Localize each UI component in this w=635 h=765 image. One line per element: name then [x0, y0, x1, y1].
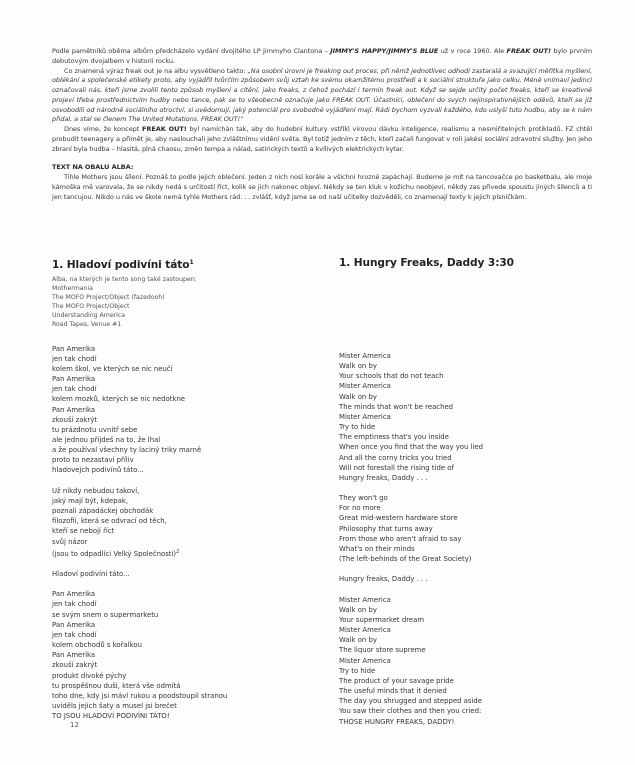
lyrics-line: What's on their minds: [339, 544, 415, 553]
lyrics-line: jen tak chodí: [52, 385, 97, 394]
footnote-marker: 2: [176, 548, 180, 555]
lyrics-line: jen tak chodí: [52, 600, 97, 609]
intro-paragraph-1: [52, 47, 592, 67]
lyrics-line: Walk on by: [339, 636, 377, 645]
lyrics-line: And all the corny tricks you tried: [339, 453, 452, 462]
lyrics-line: The useful minds that it denied: [339, 687, 447, 696]
czech-song-title: [52, 256, 322, 272]
lyrics-line: For no more: [339, 504, 381, 513]
lyrics-line: zkouší zakrýt: [52, 661, 98, 670]
lyrics-line: kolem škol, ve kterých se nic neučí: [52, 364, 173, 373]
album-list: [52, 275, 322, 330]
intro-text: [52, 47, 592, 202]
text-span: Co znamená výraz freak out je na albu vysvětleno takto:: [64, 66, 248, 75]
lyrics-stanza: [339, 574, 609, 584]
text-span: Dnes víme, že koncept: [64, 125, 142, 133]
album-list-item: The MOFO Project/Object (fazedooh): [52, 294, 165, 302]
lyrics-line: jaký mají být, kdepak,: [52, 496, 129, 505]
album-list-item: Mothermania: [52, 285, 93, 293]
lyrics-line: TO JSOU HLADOVÍ PODIVÍNI TÁTO!: [52, 712, 170, 721]
lyrics-line: Hungry freaks, Daddy . . .: [339, 575, 428, 584]
lyrics-line: Will not forestall the rising tide of: [339, 463, 454, 472]
lyrics-stanza: [339, 351, 609, 483]
lyrics-line: tu prázdnotu uvnitř sebe: [52, 425, 138, 434]
lyrics-line: filozofii, která se odvrací od těch,: [52, 517, 167, 526]
lyrics-line: kteří se nebojí říct: [52, 527, 115, 536]
lyrics-line: proto to nezastaví příliv: [52, 456, 134, 465]
lyrics-stanza: [339, 493, 609, 564]
lyrics-line: Walk on by: [339, 605, 377, 614]
lyrics-line: Hladoví podivíni táto...: [52, 569, 130, 578]
lyrics-line: Great mid-western hardware store: [339, 514, 458, 523]
english-lyrics: [339, 351, 609, 727]
lyrics-line: jen tak chodí: [52, 630, 97, 639]
lyrics-line: produkt divoké pýchy: [52, 671, 127, 680]
album-list-item: Road Tapes, Venue #1: [52, 321, 122, 329]
freak-out-bold: FREAK OUT!: [141, 125, 187, 133]
lyrics-line: jen tak chodí: [52, 354, 97, 363]
album-quote: „Na osobní úrovni je freaking out proces, při němž jednotlivec odhodí zastaralá a svazující měřítka myšlení, oblékání a společenské etikety proto, aby vyjádřil tvůrčím způsobem svůj vztah ke svému okamžitému prostředí a k sociální struktuře jako celku. Méně vnímaví jedinci označovali nás, kteří jsme zvolili tento způsob myšlení a cítění, jako freaks, z čehož pochází i termín freak out. Když se sejde určitý počet freaks, kteří se kreativně projeví třeba prostřednictvím hudby nebo tance, pak se to všeobecně označuje jako FREAK OUT. Účastníci, oblečení do svých nejinspirativnějších oděvů, kteří se již osvobodili od národně sociálního otroctví, si uvědomují, jaký potenciál pro svobodné vyjádření mají. Rádi bychom vyzvali každého, kdo uslyší tuto hudbu, aby se k nám přidal, a stal se členem The United Mutations. FREAK OUT!“: [52, 66, 592, 124]
lyrics-line: The minds that won't be reached: [339, 402, 454, 411]
lyrics-line: THOSE HUNGRY FREAKS, DADDY!: [339, 717, 455, 726]
text-span: Podle pamětníků oběma albům předcházelo vydání dvojitého LP Jimmyho Clantona –: [52, 47, 331, 55]
lyrics-line: The liquor store supreme: [339, 646, 426, 655]
lyrics-line: The emptiness that's you inside: [339, 433, 449, 442]
lyrics-line: Mister America: [339, 626, 391, 635]
album-title-freak-out: FREAK OUT!: [506, 47, 551, 55]
footnote-marker: 1: [189, 259, 194, 266]
lyrics-stanza: [52, 569, 322, 579]
album-title-jimmy: JIMMY'S HAPPY/JIMMY'S BLUE: [330, 47, 439, 55]
lyrics-line: Philosophy that turns away: [339, 524, 433, 533]
lyrics-line: Pan Amerika: [52, 651, 96, 660]
lyrics-line: toho dne, kdy jsi mávl rukou a poodstoupil stranou: [52, 691, 228, 700]
lyrics-line: a že používal všechny ty laciný triky marně: [52, 446, 202, 455]
lyrics-line: Mister America: [339, 412, 391, 421]
lyrics-line: Pan Amerika: [52, 344, 96, 353]
lyrics-line: You saw their clothes and then you cried:: [339, 707, 482, 716]
lyrics-line: Pan Amerika: [52, 620, 96, 629]
lyrics-line: Your supermarket dream: [339, 616, 425, 625]
album-list-item: The MOFO Project/Object: [52, 303, 130, 311]
lyrics-line: Pan Amerika: [52, 590, 96, 599]
text-span: bylo prvním debutovým dvojalbem v historii rocku.: [52, 47, 593, 65]
cover-text-paragraph: Tihle Mothers jsou šílení. Poznáš to podle jejich oblečení. Jeden z nich nosí korále a všichni hrozně zapáchají. Budeme je mít na tancovačce po basketbalu, ale moje kámoška mě varovala, že se nikdy nedá s určitostí říct, kolik se jich nakonec objeví. Někdy se ten kluk v kožichu neobjeví, někdy zas přivede spoustu jiných šílenců a ti jen tancujou. Nikdo u nás ve škole nemá tyhle Mothers rád. . . zvlášť, když jsme se od naší učitelky dozvěděli, co znamenají texty k jejich písničkám.: [52, 173, 592, 201]
lyrics-line: Mister America: [339, 595, 391, 604]
album-list-item: Understanding America: [52, 312, 126, 320]
lyrics-stanza: [339, 595, 609, 727]
lyrics-line: Walk on by: [339, 392, 377, 401]
text-span: byl namíchán tak, aby do hudební kultury vstříkl virovou dávku inteligence, realismu a nesmiřitelných protikladů. FZ chtěl probudit teenagery a přimět je, aby naslouchali jeho zvláštnímu vidění světa. Byl totiž jedním z těch, kteří začali fungovat v roli jakési sociální zdravotní služby. Jen jeho zbraní byla hudba – hlasitá, plná chaosu, změn tempa a nálad, satirických textů a kvílivých elektrických kytar.: [52, 125, 592, 153]
intro-paragraph-2: [52, 67, 592, 126]
lyrics-line: Mister America: [339, 382, 391, 391]
text-span: už v roce 1960. Ale: [438, 47, 507, 55]
lyrics-line: svůj názor: [52, 537, 88, 546]
title-text: 1. Hladoví podivíni táto: [52, 259, 190, 271]
lyrics-stanza: [52, 486, 322, 559]
lyrics-line: zkouší zakrýt: [52, 415, 98, 424]
lyrics-line: (The left-behinds of the Great Society): [339, 555, 472, 564]
english-song-title: 1. Hungry Freaks, Daddy 3:30: [339, 257, 514, 269]
lyrics-line: ale jednou přijdeš na to, že lhal: [52, 435, 161, 444]
lyrics-line: Walk on by: [339, 362, 377, 371]
lyrics-line: Try to hide: [339, 666, 376, 675]
lyrics-line: kolem mozků, kterých se nic nedotkne: [52, 395, 186, 404]
lyrics-line: Už nikdy nebudou takoví,: [52, 486, 140, 495]
lyrics-line: poznali západáckej obchodák: [52, 507, 154, 516]
czech-lyrics-column: [52, 256, 322, 721]
english-lyrics-column: [339, 256, 609, 727]
intro-paragraph-3: [52, 125, 592, 154]
lyrics-line: kolem obchodů s kořalkou: [52, 641, 142, 650]
cover-text-heading: TEXT NA OBALU ALBA:: [52, 163, 134, 172]
lyrics-line: Hungry freaks, Daddy . . .: [339, 473, 428, 482]
lyrics-line: uviděls jejich šaty a musel jsi brečet: [52, 701, 177, 710]
lyrics-line: Mister America: [339, 656, 391, 665]
album-list-intro: Alba, na kterých je tento song také zastoupen:: [52, 276, 197, 283]
lyrics-line: When once you find that the way you lied: [339, 443, 484, 452]
czech-lyrics: [52, 344, 322, 722]
lyrics-line: Pan Amerika: [52, 405, 96, 414]
lyrics-line: se svým snem o supermarketu: [52, 610, 159, 619]
lyrics-line: (jsou to odpadlíci Velký Společnosti)$^2$: [52, 548, 180, 558]
lyrics-line: From those who aren't afraid to say: [339, 534, 462, 543]
lyrics-line: Try to hide: [339, 423, 376, 432]
lyrics-line: hladovejch podivínů táto...: [52, 466, 144, 475]
lyrics-line: Pan Amerika: [52, 375, 96, 384]
lyrics-line: Mister America: [339, 352, 391, 360]
lyrics-stanza: [52, 589, 322, 721]
lyrics-line: They won't go: [339, 494, 388, 503]
lyrics-stanza: [52, 344, 322, 476]
lyrics-line: The product of your savage pride: [339, 676, 454, 685]
lyrics-line: The day you shrugged and stepped aside: [339, 697, 483, 706]
lyrics-line: Your schools that do not teach: [339, 372, 444, 381]
lyrics-line: tu prospěšnou duši, která vše odmítá: [52, 681, 181, 690]
page-number: 12: [70, 721, 79, 729]
